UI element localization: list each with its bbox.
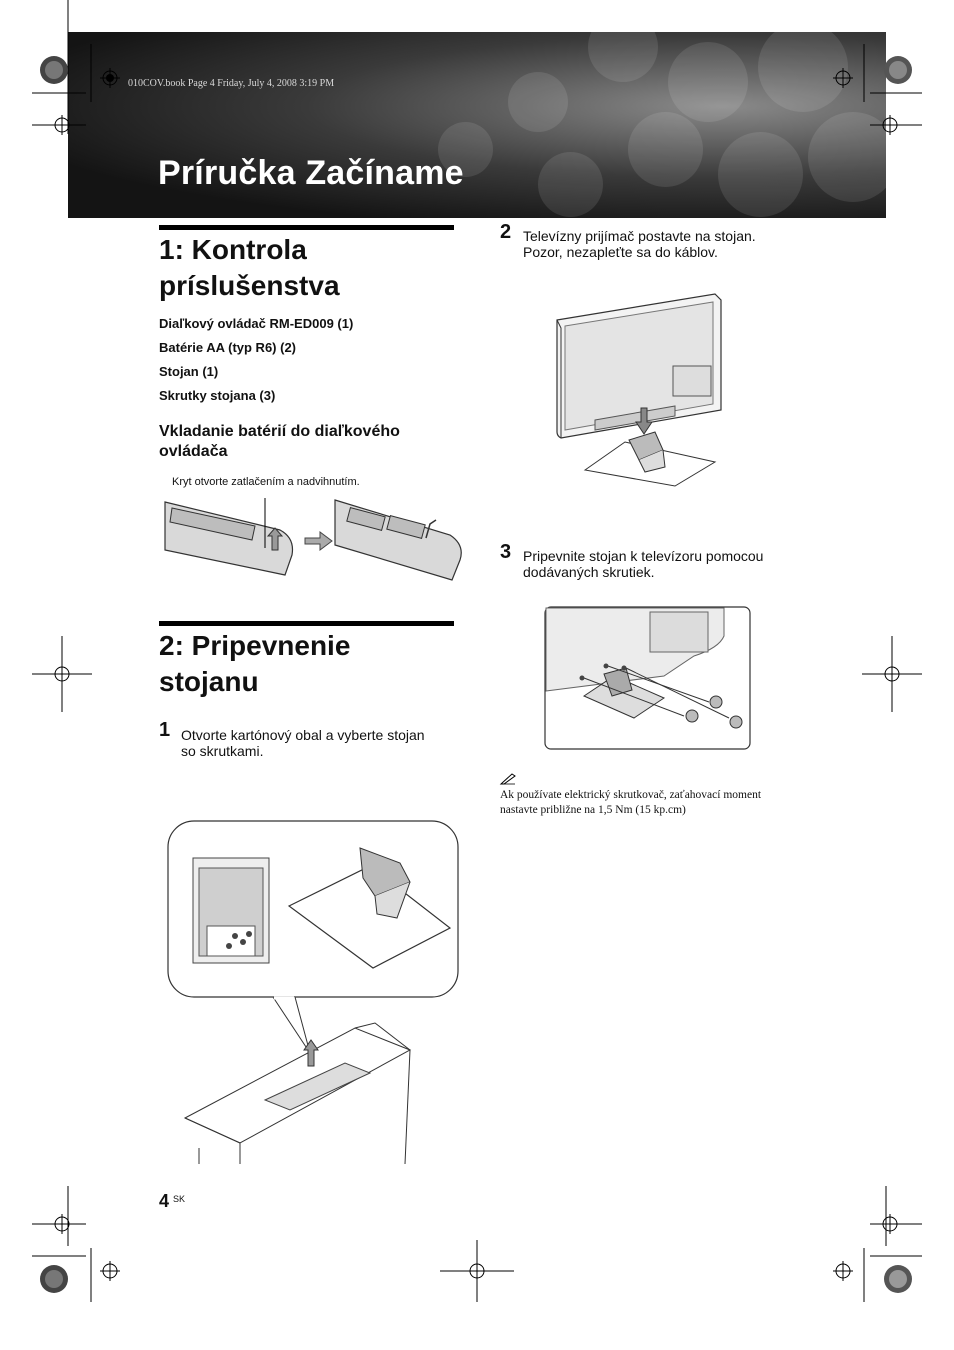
step-text-line2: dodávaných skrutiek. — [523, 564, 655, 580]
step-number: 3 — [500, 541, 512, 563]
torque-note-line2: nastavte približne na 1,5 Nm (15 kp.cm) — [500, 804, 686, 816]
page-title: Príručka Začíname — [158, 154, 464, 192]
step-number: 2 — [500, 221, 512, 243]
language-code: SK — [173, 1194, 186, 1204]
page-number: 4 — [159, 1191, 170, 1211]
unboxing-illustration — [165, 818, 465, 1164]
torque-note — [500, 788, 761, 818]
accessory-item: Stojan (1) — [159, 364, 219, 379]
step-text — [181, 727, 425, 759]
section2-rule — [159, 621, 454, 626]
section1-heading-line1: 1: Kontrola — [159, 234, 307, 265]
section2-heading-line1: 2: Pripevnenie — [159, 630, 351, 661]
step-text-line1: Otvorte kartónový obal a vyberte stojan — [181, 727, 425, 743]
section2-heading — [159, 628, 350, 700]
tv-stand-illustration — [555, 292, 735, 488]
remote-caption: Kryt otvorte zatlačením a nadvihnutím. — [172, 476, 360, 488]
section1-rule — [159, 225, 454, 230]
section2-heading-line2: stojanu — [159, 666, 259, 697]
step-text-line1: Pripevnite stojan k televízoru pomocou — [523, 548, 764, 564]
section1-heading — [159, 232, 340, 304]
accessory-item: Batérie AA (typ R6) (2) — [159, 340, 297, 355]
file-stamp: 010COV.book Page 4 Friday, July 4, 2008 3:19 PM — [128, 78, 335, 89]
battery-subheading-line1: Vkladanie batérií do diaľkového — [159, 423, 400, 440]
battery-subheading — [159, 422, 400, 462]
step-text — [523, 548, 763, 580]
step-text — [523, 228, 756, 260]
step-number: 1 — [159, 719, 171, 741]
battery-subheading-line2: ovládača — [159, 443, 228, 460]
step-text-line2: so skrutkami. — [181, 743, 264, 759]
accessory-item: Diaľkový ovládač RM-ED009 (1) — [159, 316, 354, 331]
accessory-item: Skrutky stojana (3) — [159, 388, 276, 403]
remote-battery-illustration — [160, 490, 472, 590]
pencil-note-icon — [500, 773, 516, 785]
section1-heading-line2: príslušenstva — [159, 270, 340, 301]
torque-note-line1: Ak používate elektrický skrutkovač, zaťahovací moment — [500, 789, 762, 801]
step-text-line2: Pozor, nezapleťte sa do káblov. — [523, 244, 718, 260]
step-text-line1: Televízny prijímač postavte na stojan. — [523, 228, 756, 244]
screw-attachment-illustration — [544, 606, 752, 751]
